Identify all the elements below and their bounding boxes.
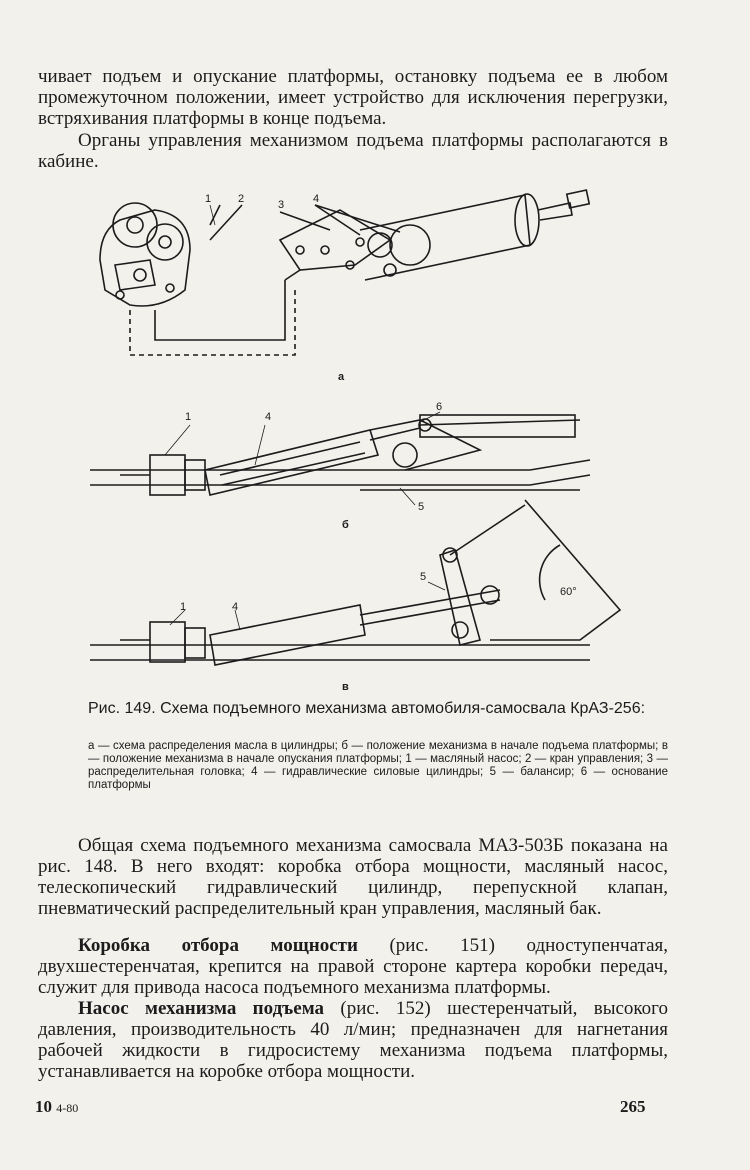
fig-a-label-valve: 2 xyxy=(238,193,245,205)
pump-text: (рис. 152) шестеренчатый, высокого давления, производительность 40 л/мин; предназначен для нагнетания рабочей жидкости в гидросистему механизма подъема платформы, устанавливается на коробке отбора мощности. xyxy=(38,998,668,1082)
pto-heading: Коробка отбора мощности xyxy=(78,935,358,956)
figure-149 xyxy=(60,170,700,700)
pump-assembly xyxy=(100,203,190,306)
sheet-signature xyxy=(35,1097,78,1117)
paragraph-continuation: чивает подъем и опускание платформы, остановку подъема ее в любом промежуточном положении, имеет устройство для исключения перегрузки, встряхивания платформы в конце подъема. xyxy=(38,66,668,129)
pump-heading: Насос механизма подъема xyxy=(78,998,325,1019)
figure-caption-title: Рис. 149. Схема подъемного механизма автомобиля-самосвала КрАЗ-256: xyxy=(88,700,646,717)
fig-a-sublabel: а xyxy=(338,371,345,383)
fig-b-sublabel: б xyxy=(342,519,349,531)
cylinder-a xyxy=(360,190,589,280)
fig-c-label-cylinder: 4 xyxy=(232,601,239,613)
figure-caption-legend: а — схема распределения масла в цилиндры; б — положение механизма в начале подъема платформы; в — положение механизма в начале опускания платформы; 1 — масляный насос; 2 — кран управления; 3 — распределительная головка; 4 — гидравлические силовые цилиндры; 5 — балансир; 6 — основание платформы xyxy=(88,740,668,791)
fig-c-label-balancer: 5 xyxy=(420,571,427,583)
fig-b-label-cylinder: 4 xyxy=(265,411,272,423)
fig-c-sublabel: в xyxy=(342,681,349,693)
figure-drawing xyxy=(60,170,700,700)
sheet-code: 4-80 xyxy=(56,1101,79,1115)
fig-b-label-pump: 1 xyxy=(185,411,192,423)
diagram-c xyxy=(90,500,620,665)
paragraph-pto xyxy=(38,935,668,998)
page-number: 265 xyxy=(620,1097,646,1116)
paragraph-pump xyxy=(38,998,668,1082)
paragraph-overview: Общая схема подъемного механизма самосвала МАЗ-503Б показана на рис. 148. В него входят: коробка отбора мощности, масляный насос, телескопический гидравлический цилиндр, перепускной клапан, пневматический распределительный кран управления, масляный бак. xyxy=(38,835,668,919)
fig-c-angle-label: 60° xyxy=(560,586,577,598)
fig-a-label-cylinders: 4 xyxy=(313,193,320,205)
fig-b-label-balancer: 5 xyxy=(418,501,425,513)
fig-a-label-pump: 1 xyxy=(205,193,212,205)
pto-text: (рис. 151) одноступенчатая, двухшестеренчатая, крепится на правой стороне картера коробки передач, служит для привода насоса подъемного механизма платформы. xyxy=(38,935,668,998)
fig-a-label-head: 3 xyxy=(278,199,285,211)
sheet-number: 10 xyxy=(35,1097,52,1116)
paragraph-controls: Органы управления механизмом подъема платформы располагаются в кабине. xyxy=(38,130,668,172)
fig-c-label-pump: 1 xyxy=(180,601,187,613)
fig-b-label-platform: 6 xyxy=(436,401,443,413)
